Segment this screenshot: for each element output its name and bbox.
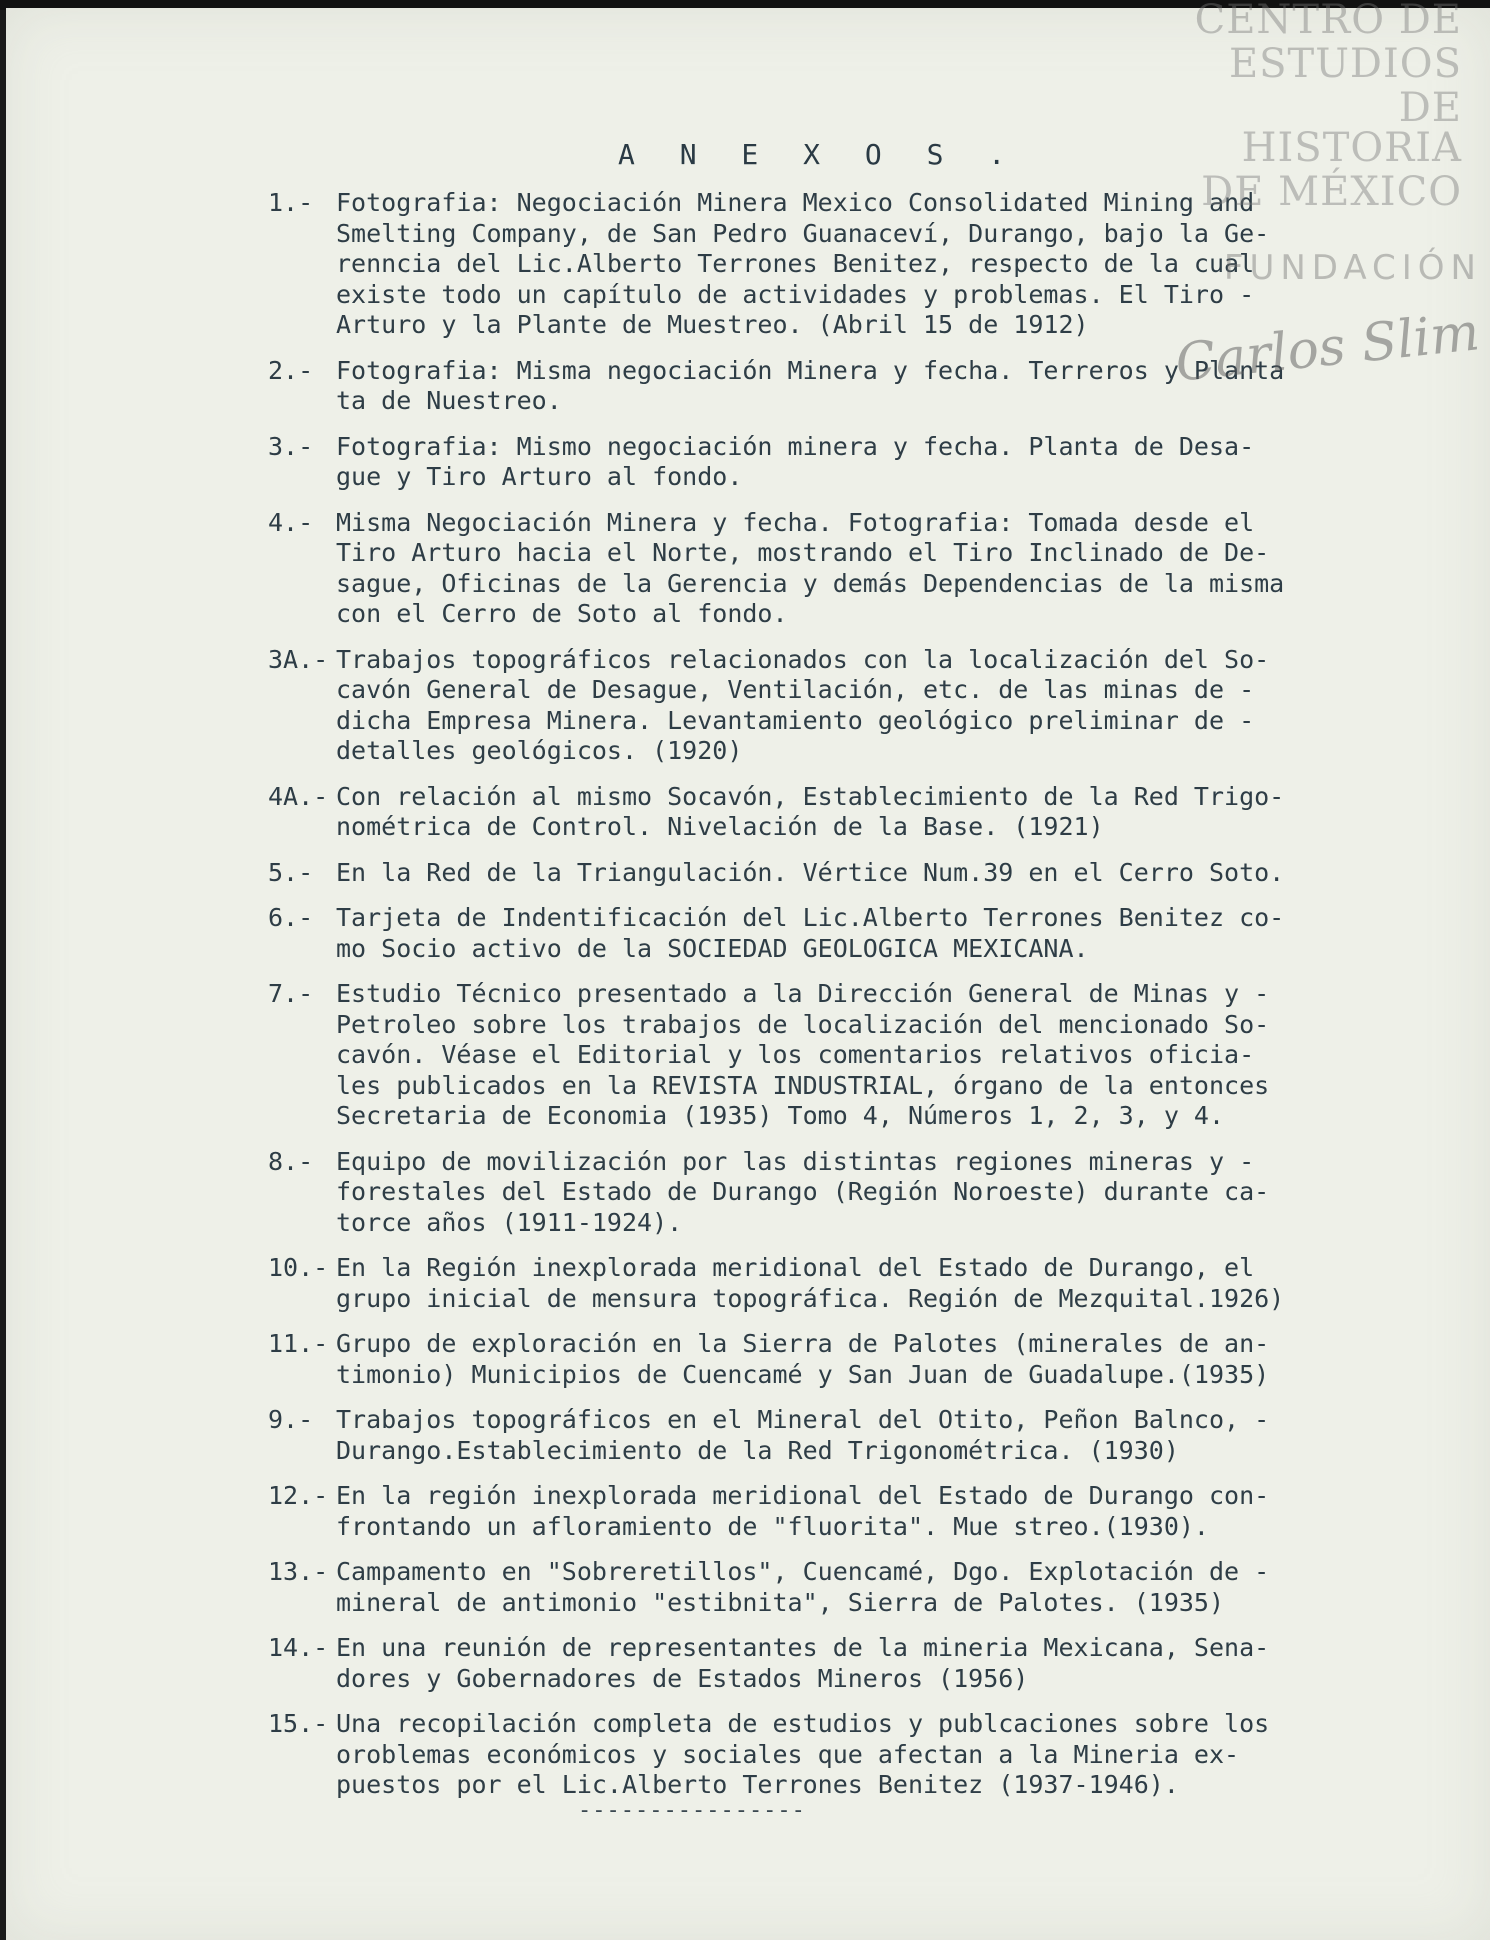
list-item — [268, 1405, 1448, 1466]
list-item — [268, 858, 1448, 889]
list-item — [268, 1633, 1448, 1694]
list-item — [268, 782, 1448, 843]
list-item — [268, 1253, 1448, 1314]
list-item — [268, 1147, 1448, 1239]
annex-description: Estudio Técnico presentado a la Dirección General de Minas y - Petroleo sobre los trabajos de localización del mencionado So- cavón. Véase el Editorial y los comentarios relativos oficia- les publicados en la REVISTA INDUSTRIAL, órgano de la entonces Secretaria de Economia (1935) Tomo 4, Números 1, 2, 3, y 4. — [336, 979, 1270, 1130]
annex-description: Tarjeta de Indentificación del Lic.Alberto Terrones Benitez co- mo Socio activo de la SOCIEDAD GEOLOGICA MEXICANA. — [336, 903, 1285, 963]
annex-description: En la Región inexplorada meridional del Estado de Durango, el grupo inicial de mensura topográfica. Región de Mezquital.1926) — [336, 1253, 1285, 1313]
watermark-line: DE MÉXICO — [1201, 169, 1462, 215]
annex-description: Trabajos topográficos relacionados con la localización del So- cavón General de Desague, Ventilación, etc. de las minas de - dicha Empresa Minera. Levantamiento geológico preliminar de - detalles geológicos. (1920) — [336, 644, 1270, 765]
annex-description: En una reunión de representantes de la mineria Mexicana, Sena- dores y Gobernadores de Estados Mineros (1956) — [336, 1633, 1270, 1693]
watermark-line: DE HISTORIA — [1241, 85, 1462, 171]
annex-description: Campamento en "Sobreretillos", Cuencamé, Dgo. Explotación de - mineral de antimonio "estibnita", Sierra de Palotes. (1935) — [336, 1557, 1270, 1617]
page-title: A N E X O S . — [618, 138, 1020, 171]
annex-description: Misma Negociación Minera y fecha. Fotografia: Tomada desde el Tiro Arturo hacia el Norte, mostrando el Tiro Inclinado de De- sague, Oficinas de la Gerencia y demás Dependencias de la misma con el Cerro de Soto al fondo. — [336, 507, 1285, 628]
annex-number: 4.- — [268, 507, 314, 537]
list-item — [268, 1329, 1448, 1390]
closing-divider: ---------------- — [578, 1798, 806, 1823]
annex-description: En la región inexplorada meridional del Estado de Durango con- frontando un afloramiento de "fluorita". Mue streo.(1930). — [336, 1481, 1270, 1541]
annex-description: Fotografia: Negociación Minera Mexico Consolidated Mining and Smelting Company, de San Pedro Guanaceví, Durango, bajo la Ge- renncia del Lic.Alberto Terrones Benitez, respecto de la cual existe todo un capítulo de actividades y problemas. El Tiro - Arturo y la Plante de Muestreo. (Abril 15 de 1912) — [336, 188, 1270, 339]
annex-description: Grupo de exploración en la Sierra de Palotes (minerales de an- timonio) Municipios de Cuencamé y San Juan de Guadalupe.(1935) — [336, 1329, 1270, 1389]
list-item — [268, 645, 1448, 767]
annex-number: 11.- — [268, 1329, 329, 1358]
annex-number: 3.- — [268, 431, 314, 461]
list-item — [268, 1709, 1448, 1801]
annex-description: Trabajos topográficos en el Mineral del Otito, Peñon Balnco, - Durango.Establecimiento de la Red Trigonométrica. (1930) — [336, 1405, 1270, 1465]
annex-number: 12.- — [268, 1481, 329, 1510]
annex-number: 5.- — [268, 857, 314, 887]
watermark-line: ESTUDIOS — [1228, 41, 1462, 87]
annex-number: 6.- — [268, 903, 314, 932]
annex-number: 9.- — [268, 1405, 314, 1434]
annex-number: 8.- — [268, 1146, 314, 1176]
list-item — [268, 432, 1448, 493]
annex-number: 14.- — [268, 1633, 329, 1662]
annex-description: Con relación al mismo Socavón, Establecimiento de la Red Trigo- nométrica de Control. Nivelación de la Base. (1921) — [336, 781, 1285, 841]
list-item — [268, 1481, 1448, 1542]
annex-description: Equipo de movilización por las distintas regiones mineras y - forestales del Estado de Durango (Región Noroeste) durante ca- torce años (1911-1924). — [336, 1146, 1270, 1237]
annex-number: 3A.- — [268, 644, 329, 674]
annex-number: 2.- — [268, 355, 314, 385]
annex-description: Fotografia: Misma negociación Minera y fecha. Terreros y Planta ta de Nuestreo. — [336, 355, 1285, 415]
annex-list — [268, 188, 1448, 1816]
annex-number: 15.- — [268, 1709, 329, 1738]
list-item — [268, 508, 1448, 630]
annex-number: 7.- — [268, 979, 314, 1008]
annex-description: En la Red de la Triangulación. Vértice Num.39 en el Cerro Soto. — [336, 857, 1285, 887]
annex-description: Fotografia: Mismo negociación minera y fecha. Planta de Desa- gue y Tiro Arturo al fondo. — [336, 431, 1255, 491]
list-item — [268, 903, 1448, 964]
watermark-line: CENTRO DE — [1194, 0, 1462, 43]
annex-number: 13.- — [268, 1557, 329, 1586]
annex-number: 1.- — [268, 188, 314, 217]
annex-number: 4A.- — [268, 781, 329, 811]
annex-description: Una recopilación completa de estudios y publcaciones sobre los oroblemas económicos y sociales que afectan a la Mineria ex- puestos por el Lic.Alberto Terrones Benitez (1937-1946). — [336, 1709, 1270, 1799]
list-item — [268, 979, 1448, 1132]
watermark-signature: Carlos Slim — [1172, 302, 1483, 394]
annex-number: 10.- — [268, 1253, 329, 1282]
document-page — [6, 8, 1490, 1940]
list-item — [268, 1557, 1448, 1618]
watermark-foundation: FUNDACIÓN — [1223, 248, 1482, 288]
archive-watermark — [1190, 0, 1490, 216]
